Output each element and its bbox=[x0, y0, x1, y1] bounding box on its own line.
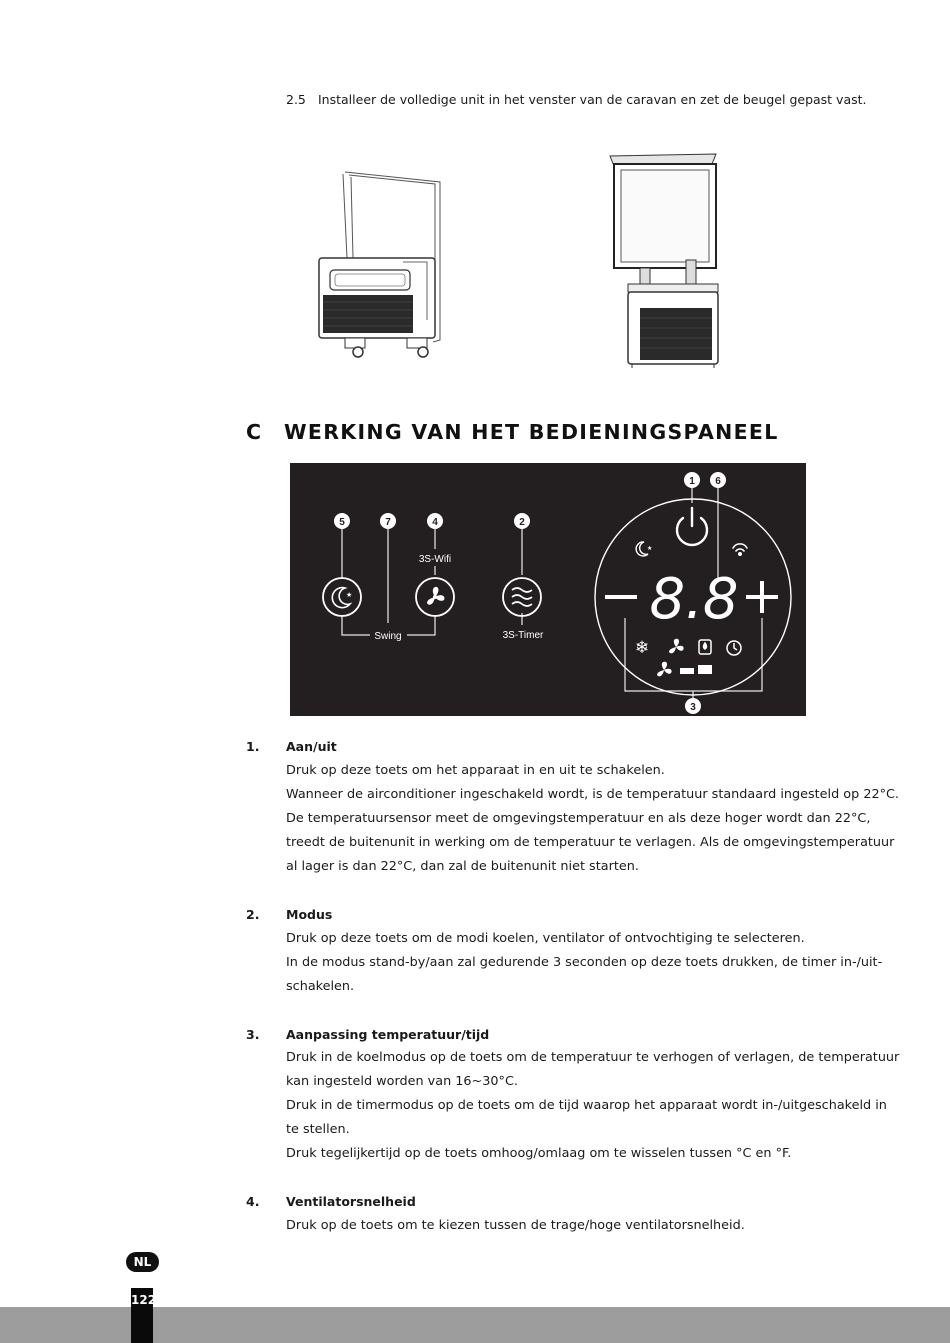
step-text: Installeer de volledige unit in het venster van de caravan en zet de beugel gepast vast. bbox=[318, 92, 867, 107]
item-3-line-5: Druk tegelijkertijd op de toets omhoog/omlaag om te wisselen tussen °C en °F. bbox=[286, 1146, 792, 1161]
item-3-line-4: te stellen. bbox=[286, 1122, 350, 1137]
svg-text:❄: ❄ bbox=[634, 638, 650, 657]
item-2-line-1: Druk op deze toets om de modi koelen, ventilator of ontvochtiging te selecteren. bbox=[286, 931, 805, 946]
wifi-label: 3S-Wifi bbox=[418, 554, 452, 565]
item-3-line-1: Druk in de koelmodus op de toets om de temperatuur te verhogen of verlagen, de temperatuur bbox=[286, 1050, 900, 1065]
item-3-line-3: Druk in de timermodus op de toets om de tijd waarop het apparaat wordt in-/uitgeschakeld in bbox=[286, 1098, 887, 1113]
fan-speed-icon bbox=[657, 662, 672, 677]
sleep-star-icon: ★ bbox=[346, 592, 353, 599]
item-1-line-4: treedt de buitenunit in werking om de temperatuur te verlagen. Als de omgevingstemperatuur bbox=[286, 835, 895, 850]
callout-label-7: 7 bbox=[385, 517, 391, 528]
item-2-line-2: In de modus stand-by/aan zal gedurende 3 seconden op deze toets drukken, de timer in-/uit- bbox=[286, 955, 883, 970]
item-2-title: Modus bbox=[286, 907, 333, 922]
callout-label-3: 3 bbox=[690, 702, 696, 713]
fan-speed-high-bar bbox=[698, 665, 712, 674]
callout-label-6: 6 bbox=[715, 476, 721, 487]
wifi-icon bbox=[733, 544, 747, 555]
power-icon bbox=[677, 508, 707, 545]
callout-label-1: 1 bbox=[689, 476, 695, 487]
item-3-number: 3. bbox=[246, 1027, 260, 1042]
item-1-line-1: Druk op deze toets om het apparaat in en uit te schakelen. bbox=[286, 763, 665, 778]
callout-label-2: 2 bbox=[519, 517, 525, 528]
window-unit-illustration-right bbox=[606, 152, 726, 370]
item-3-title: Aanpassing temperatuur/tijd bbox=[286, 1027, 490, 1042]
waves-icon bbox=[512, 588, 532, 606]
callout-label-5: 5 bbox=[339, 517, 345, 528]
temperature-display: 8.8 bbox=[649, 567, 739, 632]
timer-label: 3S-Timer bbox=[502, 630, 544, 641]
section-title: WERKING VAN HET BEDIENINGSPANEEL bbox=[284, 420, 779, 444]
item-4-line-1: Druk op de toets om te kiezen tussen de trage/hoge ventilatorsnelheid. bbox=[286, 1218, 745, 1233]
callout-label-4: 4 bbox=[432, 517, 438, 528]
fan-icon bbox=[427, 587, 444, 605]
fan-speed-low-bar bbox=[680, 668, 694, 674]
swing-label: Swing bbox=[374, 631, 402, 642]
item-2-line-3: schakelen. bbox=[286, 979, 355, 994]
sleep-indicator-star-icon: ★ bbox=[647, 546, 653, 552]
section-letter: C bbox=[246, 420, 263, 444]
section-heading bbox=[246, 420, 779, 444]
control-panel-svg bbox=[290, 463, 806, 716]
timer-indicator-icon bbox=[727, 641, 741, 655]
window-unit-illustration-left bbox=[315, 170, 445, 365]
item-1-number: 1. bbox=[246, 739, 260, 754]
item-3-line-2: kan ingesteld worden van 16~30°C. bbox=[286, 1074, 518, 1089]
fan-mode-icon bbox=[669, 639, 684, 654]
dehumidify-mode-icon bbox=[699, 640, 711, 654]
step-2-5 bbox=[286, 92, 867, 107]
item-4-number: 4. bbox=[246, 1194, 260, 1209]
item-4-title: Ventilatorsnelheid bbox=[286, 1194, 416, 1209]
control-panel-illustration bbox=[290, 463, 806, 716]
item-1-line-3: De temperatuursensor meet de omgevingstemperatuur en als deze hoger wordt dan 22°C, bbox=[286, 811, 871, 826]
cool-mode-icon bbox=[635, 638, 649, 657]
item-1-line-2: Wanneer de airconditioner ingeschakeld wordt, is de temperatuur standaard ingesteld op 22°C. bbox=[286, 787, 900, 802]
language-badge: NL bbox=[126, 1252, 159, 1272]
item-1-line-5: al lager is dan 22°C, dan zal de buitenunit niet starten. bbox=[286, 859, 639, 874]
sleep-button bbox=[323, 578, 361, 616]
plus-button bbox=[746, 581, 778, 613]
page-number: 122 bbox=[131, 1293, 157, 1307]
item-2-number: 2. bbox=[246, 907, 260, 922]
item-1-title: Aan/uit bbox=[286, 739, 337, 754]
step-number: 2.5 bbox=[286, 92, 306, 107]
